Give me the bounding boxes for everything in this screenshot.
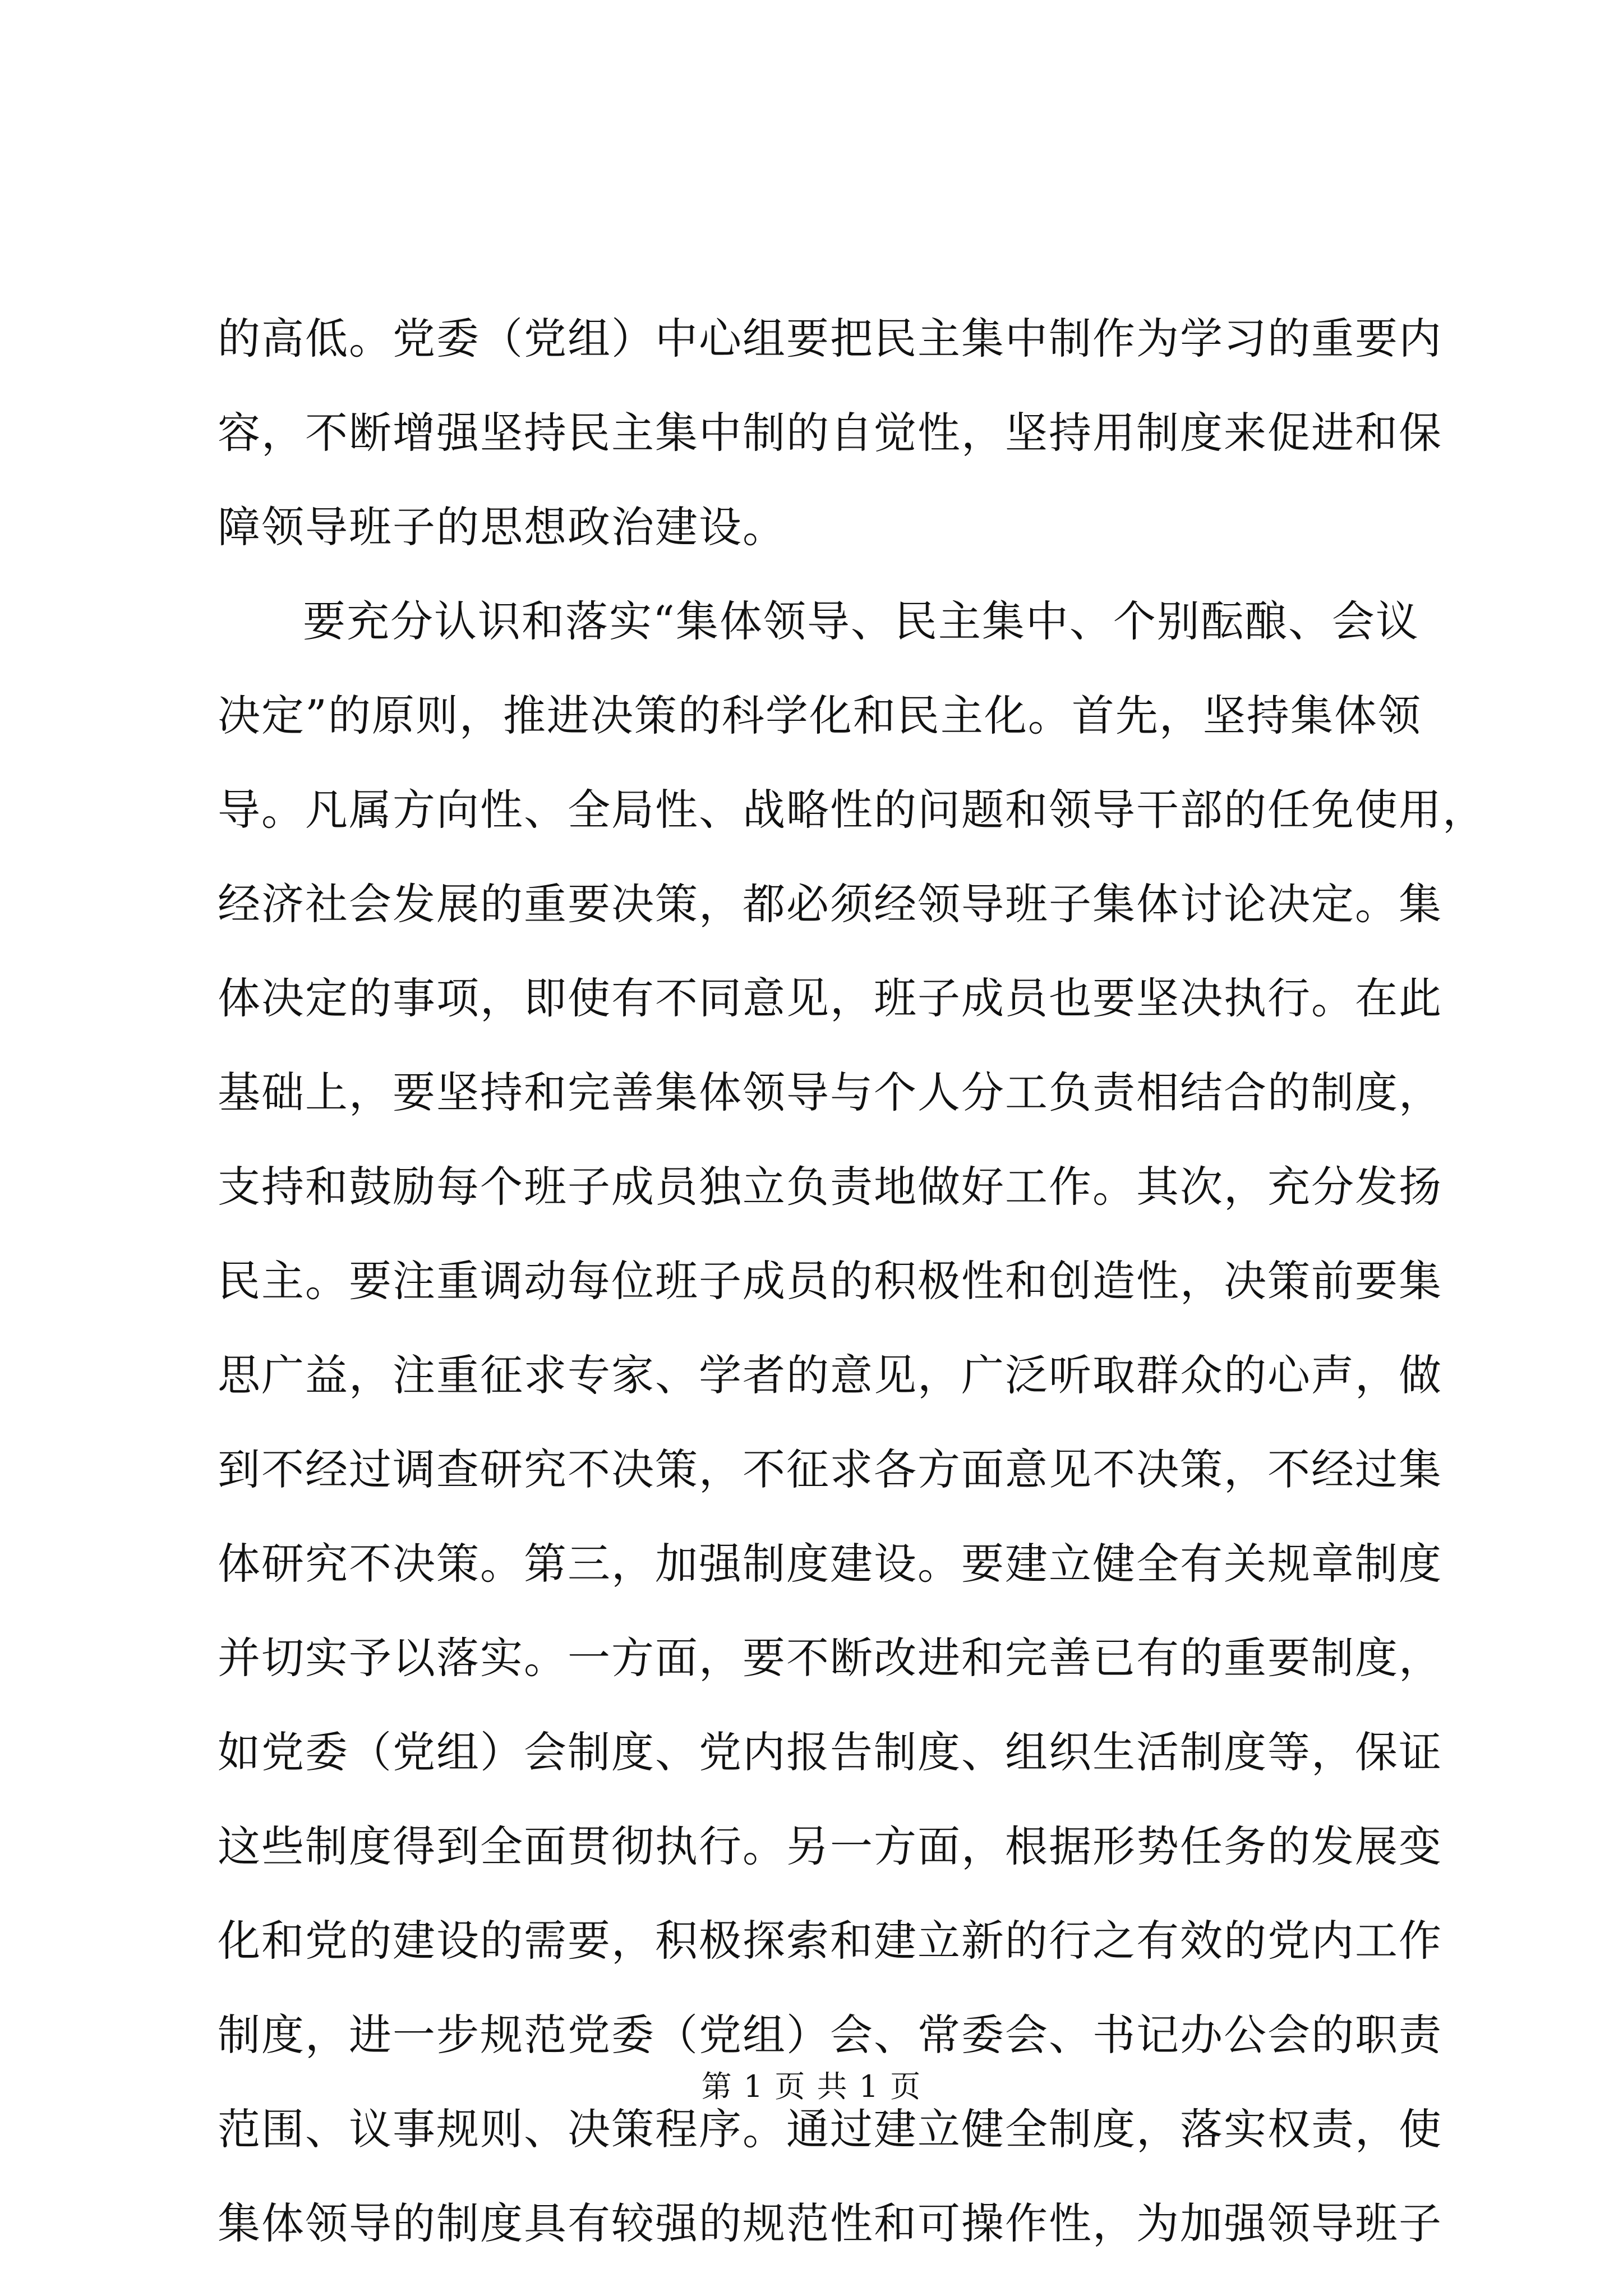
text-line: 范围、议事规则、决策程序。通过建立健全制度，落实权责，使: [218, 2104, 1442, 2154]
text-line: 容，不断增强坚持民主集中制的自觉性，坚持用制度来促进和保: [218, 408, 1442, 458]
text-line: 的高低。党委（党组）中心组要把民主集中制作为学习的重要内: [218, 314, 1442, 364]
text-line: 障领导班子的思想政治建设。: [218, 502, 786, 552]
text-line: 要充分认识和落实“集体领导、民主集中、个别酝酿、会议: [303, 596, 1419, 646]
text-line: 决定”的原则，推进决策的科学化和民主化。首先，坚持集体领: [218, 691, 1422, 740]
text-line: 并切实予以落实。一方面，要不断改进和完善已有的重要制度，: [218, 1633, 1442, 1683]
text-line: 经济社会发展的重要决策，都必须经领导班子集体讨论决定。集: [218, 879, 1442, 929]
text-line: 思广益，注重征求专家、学者的意见，广泛听取群众的心声，做: [218, 1350, 1442, 1400]
document-body: [218, 292, 1486, 2271]
text-line: 到不经过调查研究不决策，不征求各方面意见不决策，不经过集: [218, 1444, 1442, 1494]
text-line: 体决定的事项，即使有不同意见，班子成员也要坚决执行。在此: [218, 973, 1442, 1023]
text-line: 基础上，要坚持和完善集体领导与个人分工负责相结合的制度，: [218, 1068, 1442, 1117]
text-line: 化和党的建设的需要，积极探索和建立新的行之有效的党内工作: [218, 1916, 1442, 1966]
text-line: 支持和鼓励每个班子成员独立负责地做好工作。其次，充分发扬: [218, 1162, 1442, 1212]
text-line: 集体领导的制度具有较强的规范性和可操作性，为加强领导班子: [218, 2198, 1442, 2248]
text-line: 导。凡属方向性、全局性、战略性的问题和领导干部的任免使用，: [218, 785, 1486, 835]
text-line: 民主。要注重调动每位班子成员的积极性和创造性，决策前要集: [218, 1256, 1442, 1306]
page-number-footer: 第 1 页 共 1 页: [701, 2069, 922, 2104]
text-line: 体研究不决策。第三，加强制度建设。要建立健全有关规章制度: [218, 1539, 1442, 1589]
text-line: 这些制度得到全面贯彻执行。另一方面，根据形势任务的发展变: [218, 1821, 1442, 1871]
text-line: 如党委（党组）会制度、党内报告制度、组织生活制度等，保证: [218, 1727, 1442, 1777]
text-line: 制度，进一步规范党委（党组）会、常委会、书记办公会的职责: [218, 2010, 1442, 2060]
